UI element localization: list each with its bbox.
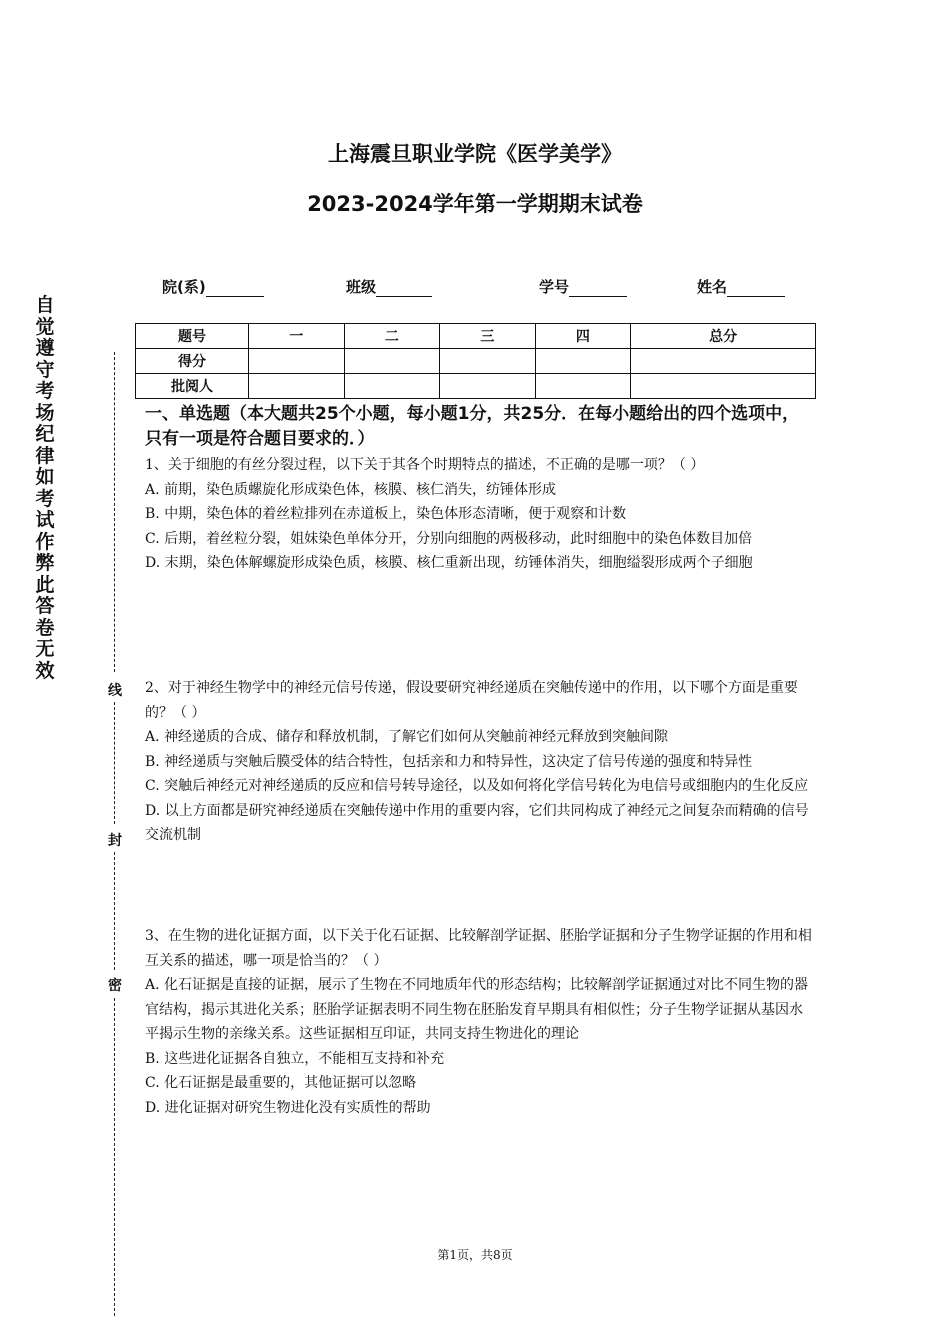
exam-title-line2: 2023-2024学年第一学期期末试卷 bbox=[307, 192, 643, 216]
grader-cell[interactable] bbox=[344, 374, 440, 399]
header-cell: 三 bbox=[440, 324, 536, 349]
option-d[interactable]: D. 进化证据对研究生物进化没有实质性的帮助 bbox=[145, 1099, 431, 1116]
score-table bbox=[135, 323, 816, 399]
student-id-label: 学号 bbox=[539, 278, 570, 296]
question-stem: 2、对于神经生物学中的神经元信号传递，假设要研究神经递质在突触传递中的作用，以下哪个方面是重要的？（ ） bbox=[145, 680, 798, 721]
student-id-field[interactable] bbox=[539, 276, 627, 297]
option-a[interactable]: A. 前期，染色质螺旋化形成染色体，核膜、核仁消失，纺锤体形成 bbox=[145, 481, 557, 498]
dept-label: 院(系) bbox=[162, 278, 206, 296]
question-1 bbox=[145, 453, 815, 576]
grader-cell[interactable] bbox=[249, 374, 345, 399]
grader-row bbox=[136, 374, 816, 399]
grader-cell[interactable] bbox=[440, 374, 536, 399]
page-number: 第1页，共8页 bbox=[437, 1248, 513, 1262]
option-c[interactable]: C. 突触后神经元对神经递质的反应和信号转导途径，以及如何将化学信号转化为电信号或细胞内的生化反应 bbox=[145, 778, 809, 794]
section-title: 一、单选题（本大题共25个小题，每小题1分，共25分．在每小题给出的四个选项中，只有一项是符合题目要求的．） bbox=[145, 404, 800, 449]
binding-mark-mi: 密 bbox=[108, 978, 122, 994]
question-3 bbox=[145, 924, 815, 1120]
score-cell[interactable] bbox=[535, 349, 631, 374]
grader-cell[interactable] bbox=[535, 374, 631, 399]
binding-mark-feng: 封 bbox=[108, 833, 122, 849]
score-cell[interactable] bbox=[344, 349, 440, 374]
header-cell: 二 bbox=[344, 324, 440, 349]
binding-line bbox=[114, 852, 115, 970]
option-b[interactable]: B. 神经递质与突触后膜受体的结合特性，包括亲和力和特异性，这决定了信号传递的强度和特异性 bbox=[145, 753, 753, 770]
grader-cell[interactable] bbox=[631, 374, 816, 399]
option-d[interactable]: D. 末期，染色体解螺旋形成染色质，核膜、核仁重新出现，纺锤体消失，细胞缢裂形成两个子细胞 bbox=[145, 555, 753, 571]
score-row-label: 得分 bbox=[136, 349, 249, 374]
option-c[interactable]: C. 化石证据是最重要的，其他证据可以忽略 bbox=[145, 1075, 417, 1091]
class-field[interactable] bbox=[346, 276, 432, 297]
exam-discipline-warning: 自觉遵守考场纪律如考试作弊此答卷无效 bbox=[35, 294, 55, 682]
score-row bbox=[136, 349, 816, 374]
option-a[interactable]: A. 神经递质的合成、储存和释放机制，了解它们如何从突触前神经元释放到突触间隙 bbox=[145, 729, 669, 745]
binding-line bbox=[114, 702, 115, 824]
option-b[interactable]: B. 这些进化证据各自独立，不能相互支持和补充 bbox=[145, 1050, 445, 1067]
class-label: 班级 bbox=[346, 278, 377, 296]
grader-row-label: 批阅人 bbox=[136, 374, 249, 399]
binding-mark-xian: 线 bbox=[108, 683, 122, 699]
header-cell: 一 bbox=[249, 324, 345, 349]
dept-field[interactable] bbox=[162, 276, 264, 297]
score-cell[interactable] bbox=[631, 349, 816, 374]
score-cell[interactable] bbox=[249, 349, 345, 374]
binding-line bbox=[114, 998, 115, 1316]
exam-title-line1: 上海震旦职业学院《医学美学》 bbox=[328, 142, 622, 166]
header-cell: 总分 bbox=[631, 324, 816, 349]
score-table-header-row bbox=[136, 324, 816, 349]
header-cell: 四 bbox=[535, 324, 631, 349]
option-a[interactable]: A. 化石证据是直接的证据，展示了生物在不同地质年代的形态结构；比较解剖学证据通过对比不同生物的器官结构，揭示其进化关系；胚胎学证据表明不同生物在胚胎发育早期具有相似性；分子生物学证据从基因水平揭示生物的亲缘关系。这些证据相互印证，共同支持生物进化的理论 bbox=[145, 977, 809, 1042]
score-cell[interactable] bbox=[440, 349, 536, 374]
option-c[interactable]: C. 后期，着丝粒分裂，姐妹染色单体分开，分别向细胞的两极移动，此时细胞中的染色体数目加倍 bbox=[145, 530, 753, 547]
question-2 bbox=[145, 676, 815, 848]
header-cell: 题号 bbox=[136, 324, 249, 349]
question-stem: 3、在生物的进化证据方面，以下关于化石证据、比较解剖学证据、胚胎学证据和分子生物学证据的作用和相互关系的描述，哪一项是恰当的？（ ） bbox=[145, 928, 812, 969]
question-stem: 1、关于细胞的有丝分裂过程，以下关于其各个时期特点的描述，不正确的是哪一项？（ ） bbox=[145, 457, 705, 473]
name-field[interactable] bbox=[697, 276, 785, 297]
option-d[interactable]: D. 以上方面都是研究神经递质在突触传递中作用的重要内容，它们共同构成了神经元之间复杂而精确的信号交流机制 bbox=[145, 802, 809, 843]
binding-line bbox=[114, 352, 115, 672]
name-label: 姓名 bbox=[697, 278, 728, 296]
option-b[interactable]: B. 中期，染色体的着丝粒排列在赤道板上，染色体形态清晰，便于观察和计数 bbox=[145, 506, 627, 522]
